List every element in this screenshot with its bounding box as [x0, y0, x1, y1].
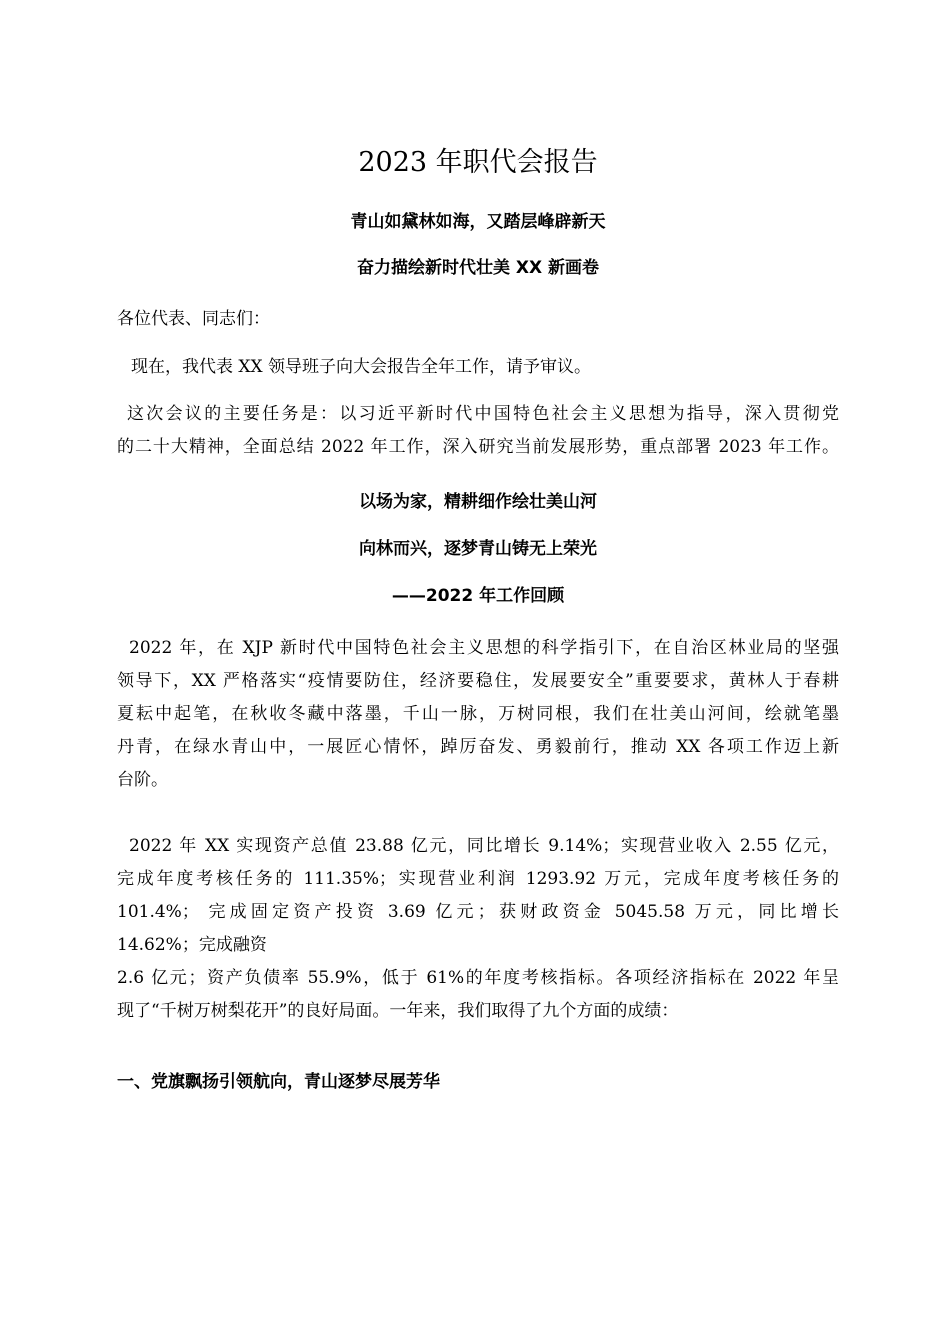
document-page — [117, 0, 839, 1344]
paragraph-figures — [117, 830, 839, 1028]
document-title: 2023 年职代会报告 — [358, 147, 598, 178]
paragraph-figures-line-6: 现了“千树万树梨花开”的良好局面。一年来，我们取得了九个方面的成绩： — [117, 1001, 679, 1021]
paragraph-tasks — [117, 398, 839, 464]
paragraph-review-line-1: 2022 年，在 XJP 新时代中国特色社会主义思想的科学指引下，在自治区林业局的坚强 — [129, 638, 839, 658]
paragraph-review-line-4: 丹青，在绿水青山中，一展匠心情怀，踔厉奋发、勇毅前行，推动 XX 各项工作迈上新 — [117, 737, 839, 757]
section-title-3: ——2022 年工作回顾 — [391, 586, 565, 606]
paragraph-review — [117, 632, 839, 797]
section-title-1: 以场为家，精耕细作绘壮美山河 — [359, 492, 597, 512]
subtitle-1: 青山如黛林如海，又踏层峰辟新天 — [350, 212, 606, 232]
paragraph-tasks-line-1: 这次会议的主要任务是：以习近平新时代中国特色社会主义思想为指导，深入贯彻党 — [127, 404, 839, 424]
paragraph-figures-line-5: 2.6 亿元；资产负债率 55.9%，低于 61%的年度考核指标。各项经济指标在 2022 年呈 — [117, 968, 839, 988]
paragraph-review-line-5: 台阶。 — [117, 770, 168, 790]
paragraph-figures-line-3: 101.4%； 完成固定资产投资 3.69 亿元；获财政资金 5045.58 万元，同比增长 — [117, 902, 839, 922]
subtitle-2: 奋力描绘新时代壮美 XX 新画卷 — [356, 258, 600, 278]
heading-section-1: 一、党旗飘扬引领航向，青山逐梦尽展芳华 — [117, 1072, 440, 1092]
paragraph-figures-line-4: 14.62%；完成融资 — [117, 935, 267, 955]
paragraph-review-line-3: 夏耘中起笔，在秋收冬藏中落墨，千山一脉，万树同根，我们在壮美山河间，绘就笔墨 — [117, 704, 839, 724]
paragraph-intro — [131, 351, 839, 384]
paragraph-review-line-2: 领导下，XX 严格落实“疫情要防住，经济要稳住，发展要安全”重要要求，黄林人于春耕 — [117, 671, 839, 691]
salutation-text: 各位代表、同志们： — [117, 309, 270, 329]
section-title-2: 向林而兴，逐梦青山铸无上荣光 — [359, 539, 597, 559]
paragraph-figures-line-2: 完成年度考核任务的 111.35%；实现营业利润 1293.92 万元，完成年度考核任务的 — [117, 869, 839, 889]
paragraph-figures-line-1: 2022 年 XX 实现资产总值 23.88 亿元，同比增长 9.14%；实现营业收入 2.55 亿元， — [129, 836, 839, 856]
paragraph-intro-text: 现在，我代表 XX 领导班子向大会报告全年工作，请予审议。 — [131, 357, 592, 377]
paragraph-tasks-line-2: 的二十大精神，全面总结 2022 年工作，深入研究当前发展形势，重点部署 2023 年工作。 — [117, 437, 839, 457]
salutation — [117, 303, 839, 336]
